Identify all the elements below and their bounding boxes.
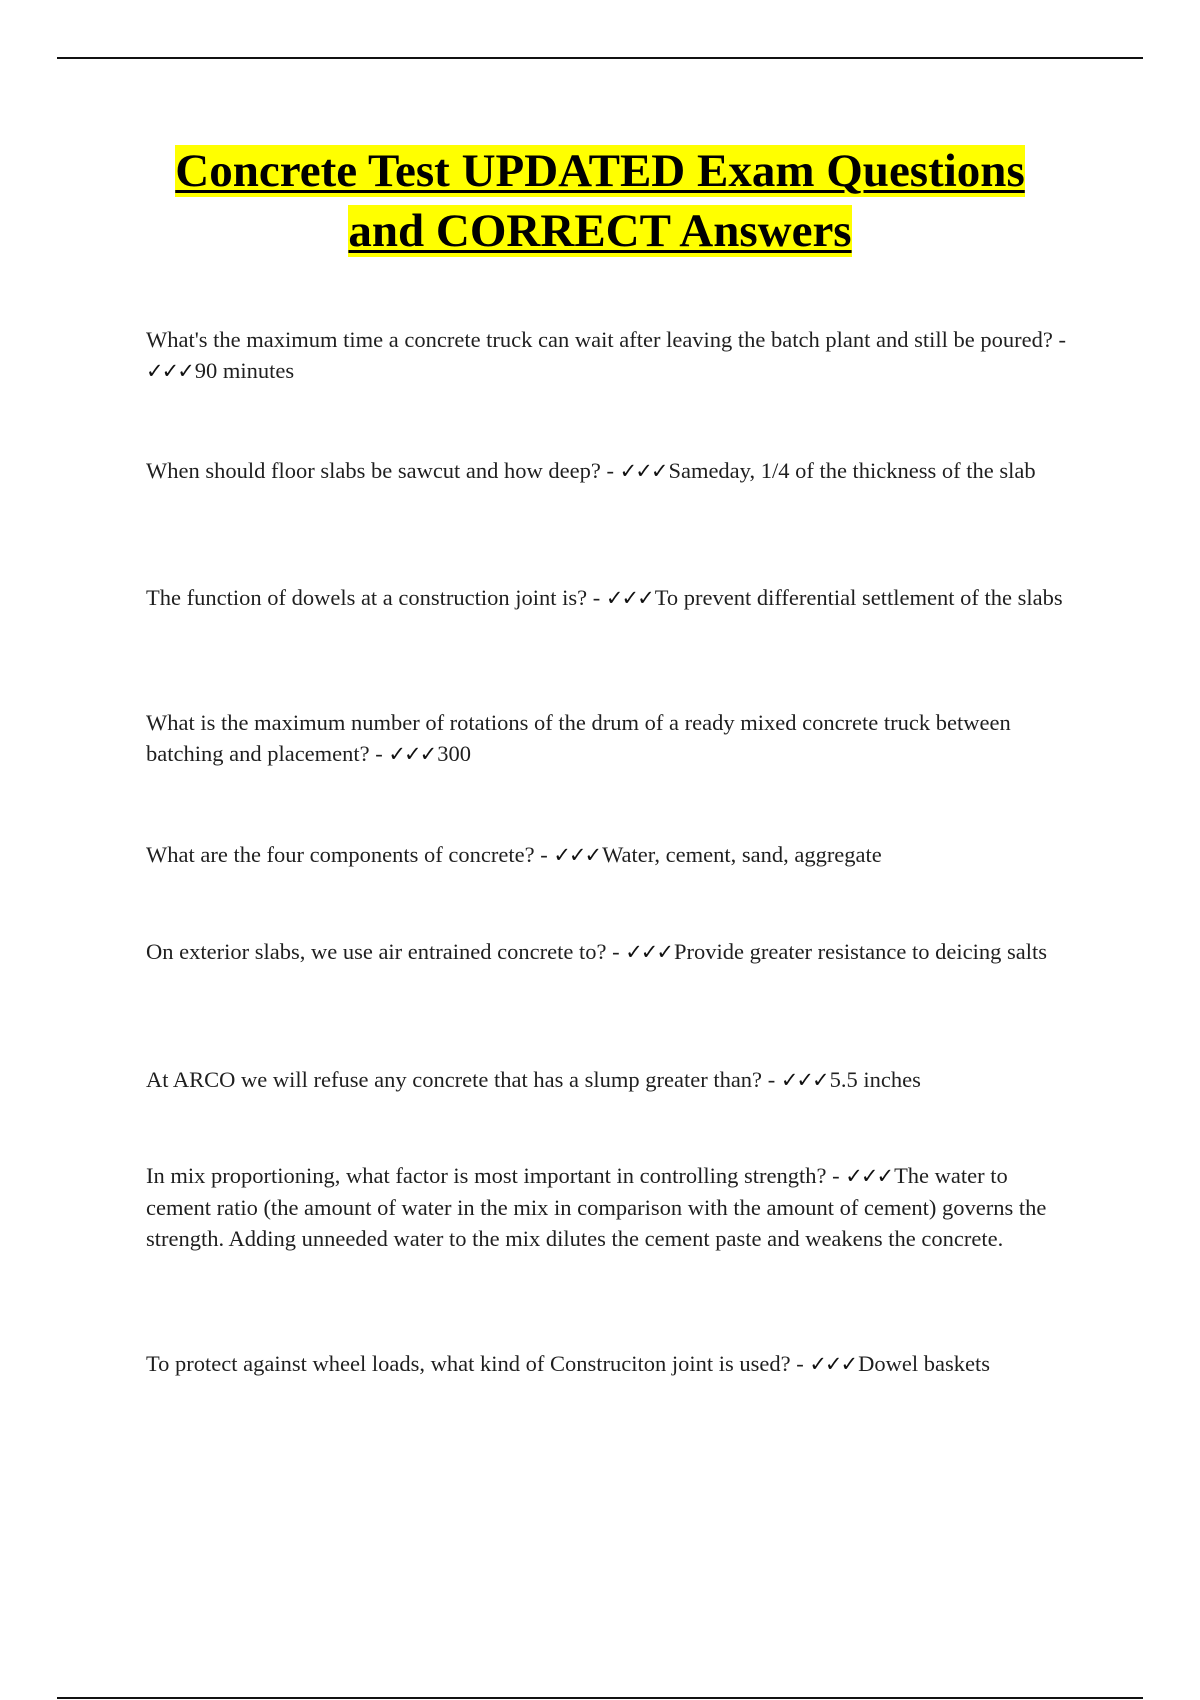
separator: - bbox=[600, 458, 620, 483]
check-mark-icon: ✓✓✓ bbox=[845, 1164, 893, 1188]
question-text: What are the four components of concrete? bbox=[146, 842, 535, 867]
check-mark-icon: ✓✓✓ bbox=[146, 359, 193, 383]
answer-text: Dowel baskets bbox=[858, 1351, 990, 1376]
qa-item-9 bbox=[146, 1348, 1066, 1380]
check-mark-icon: ✓✓✓ bbox=[553, 843, 601, 867]
answer-text: The water to cement ratio (the amount of water in the mix in comparison with the amount of cement) governs the strength. Adding unneeded water to the mix dilutes the cement paste and weakens the concrete. bbox=[146, 1163, 1047, 1251]
separator: - bbox=[606, 939, 626, 964]
qa-item-2 bbox=[146, 455, 1066, 487]
separator: - bbox=[1052, 327, 1066, 352]
qa-item-8 bbox=[146, 1160, 1066, 1254]
answer-text: 90 minutes bbox=[194, 358, 295, 383]
separator: - bbox=[587, 585, 606, 610]
separator: - bbox=[790, 1351, 810, 1376]
separator: - bbox=[762, 1067, 781, 1092]
check-mark-icon: ✓✓✓ bbox=[809, 1352, 857, 1376]
separator: - bbox=[369, 741, 389, 766]
check-mark-icon: ✓✓✓ bbox=[780, 1068, 828, 1092]
check-mark-icon: ✓✓✓ bbox=[619, 459, 667, 483]
question-text: At ARCO we will refuse any concrete that has a slump greater than? bbox=[146, 1067, 763, 1092]
question-text: What's the maximum time a concrete truck can wait after leaving the batch plant and still be poured? bbox=[146, 327, 1053, 352]
question-text: On exterior slabs, we use air entrained concrete to? bbox=[146, 939, 607, 964]
question-text: The function of dowels at a construction joint is? bbox=[146, 585, 588, 610]
page-bottom-rule bbox=[57, 1697, 1143, 1699]
separator: - bbox=[826, 1163, 846, 1188]
separator: - bbox=[534, 842, 554, 867]
question-text: To protect against wheel loads, what kind of Construciton joint is used? bbox=[146, 1351, 791, 1376]
title-line-1: Concrete Test UPDATED Exam Questions bbox=[175, 145, 1025, 197]
qa-item-5 bbox=[146, 839, 1066, 871]
question-text: When should floor slabs be sawcut and how deep? bbox=[146, 458, 601, 483]
check-mark-icon: ✓✓✓ bbox=[625, 940, 672, 964]
answer-text: Water, cement, sand, aggregate bbox=[602, 842, 882, 867]
qa-item-4 bbox=[146, 707, 1066, 770]
question-text: What is the maximum number of rotations of the drum of a ready mixed concrete truck between batching and placement? bbox=[146, 710, 1011, 766]
check-mark-icon: ✓✓✓ bbox=[388, 742, 436, 766]
answer-text: 5.5 inches bbox=[829, 1067, 921, 1092]
qa-item-1 bbox=[146, 324, 1066, 387]
answer-text: 300 bbox=[437, 741, 471, 766]
question-text: In mix proportioning, what factor is most important in controlling strength? bbox=[146, 1163, 827, 1188]
qa-item-7 bbox=[146, 1064, 1066, 1096]
title-line-2: and CORRECT Answers bbox=[348, 205, 852, 257]
qa-item-3 bbox=[146, 582, 1066, 614]
answer-text: Provide greater resistance to deicing salts bbox=[673, 939, 1047, 964]
qa-item-6 bbox=[146, 936, 1066, 968]
answer-text: To prevent differential settlement of the slabs bbox=[654, 585, 1063, 610]
check-mark-icon: ✓✓✓ bbox=[605, 586, 653, 610]
answer-text: Sameday, 1/4 of the thickness of the slab bbox=[668, 458, 1036, 483]
